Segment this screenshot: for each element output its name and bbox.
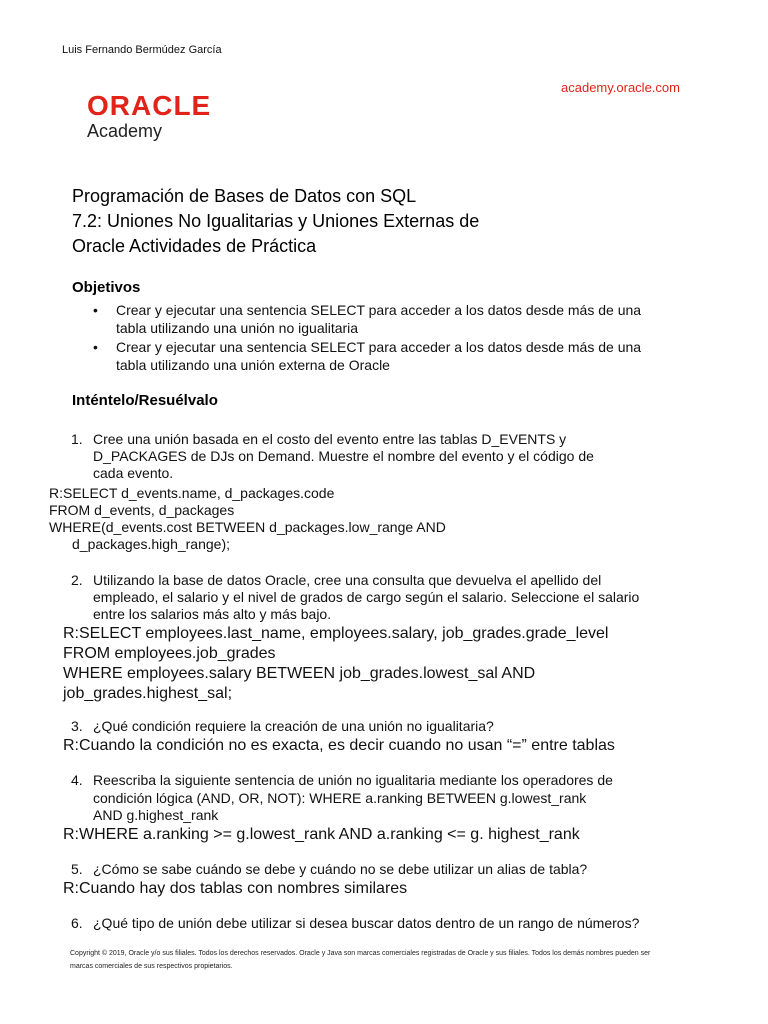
question-2-line-3: entre los salarios más alto y más bajo.: [93, 606, 332, 622]
objective-1-line-1: Crear y ejecutar una sentencia SELECT para acceder a los datos desde más de una: [116, 302, 642, 318]
site-url[interactable]: academy.oracle.com: [561, 80, 680, 95]
question-2-number: 2.: [71, 572, 83, 588]
question-2-line-1: Utilizando la base de datos Oracle, cree una consulta que devuelva el apellido del: [93, 572, 602, 588]
doc-title-line-3: Oracle Actividades de Práctica: [72, 236, 317, 256]
logo-oracle-text: ORACLE: [87, 90, 212, 121]
question-1-number: 1.: [71, 431, 83, 447]
question-1-line-2: D_PACKAGES de DJs on Demand. Muestre el nombre del evento y el código de: [93, 448, 594, 464]
question-1-line-3: cada evento.: [93, 465, 174, 481]
question-3-number: 3.: [71, 718, 83, 734]
footer-line-1: Copyright © 2019, Oracle y/o sus filiales. Todos los derechos reservados. Oracle y Java son marcas comerciales registradas de Oracle y sus filiales. Todos los demás nombres pueden ser: [70, 950, 651, 957]
question-1-line-1: Cree una unión basada en el costo del evento entre las tablas D_EVENTS y: [93, 431, 567, 447]
footer-line-2: marcas comerciales de sus respectivos propietarios.: [70, 963, 233, 970]
bullet-icon: •: [93, 339, 98, 355]
author-name: Luis Fernando Bermúdez García: [62, 44, 222, 56]
question-3-line-1: ¿Qué condición requiere la creación de una unión no igualitaria?: [93, 718, 494, 734]
question-4-line-1: Reescriba la siguiente sentencia de unión no igualitaria mediante los operadores de: [93, 772, 613, 788]
answer-2-line-4: job_grades.highest_sal;: [63, 685, 233, 702]
try-it-heading: Inténtelo/Resuélvalo: [72, 392, 218, 409]
question-4-line-2: condición lógica (AND, OR, NOT): WHERE a.ranking BETWEEN g.lowest_rank: [93, 790, 587, 806]
answer-4-line-1: R:WHERE a.ranking >= g.lowest_rank AND a.ranking <= g. highest_rank: [63, 826, 580, 843]
answer-1-line-2: FROM d_events, d_packages: [49, 502, 235, 518]
answer-1-line-1: R:SELECT d_events.name, d_packages.code: [49, 485, 335, 501]
answer-2-line-1: R:SELECT employees.last_name, employees.salary, job_grades.grade_level: [63, 625, 609, 642]
answer-3-line-1: R:Cuando la condición no es exacta, es decir cuando no usan “=” entre tablas: [63, 737, 615, 754]
answer-2-line-3: WHERE employees.salary BETWEEN job_grades.lowest_sal AND: [63, 665, 536, 682]
copyright-footer: [70, 947, 710, 973]
objectives-heading: Objetivos: [72, 279, 141, 296]
doc-title-line-1: Programación de Bases de Datos con SQL: [72, 186, 417, 206]
question-6-line-1: ¿Qué tipo de unión debe utilizar si desea buscar datos dentro de un rango de números?: [93, 915, 640, 931]
objective-2-line-2: tabla utilizando una unión externa de Oracle: [116, 357, 390, 373]
question-5-number: 5.: [71, 861, 83, 877]
answer-1-line-4: d_packages.high_range);: [72, 536, 231, 552]
objective-2-line-1: Crear y ejecutar una sentencia SELECT para acceder a los datos desde más de una: [116, 339, 642, 355]
answer-2-line-2: FROM employees.job_grades: [63, 645, 276, 662]
answer-5-line-1: R:Cuando hay dos tablas con nombres similares: [63, 880, 408, 897]
question-5-line-1: ¿Cómo se sabe cuándo se debe y cuándo no se debe utilizar un alias de tabla?: [93, 861, 588, 877]
question-2-line-2: empleado, el salario y el nivel de grados de cargo según el salario. Seleccione el salario: [93, 589, 640, 605]
oracle-academy-logo: [87, 92, 227, 142]
question-4-line-3: AND g.highest_rank: [93, 807, 219, 823]
logo-academy-text: Academy: [87, 121, 163, 141]
bullet-icon: •: [93, 302, 98, 318]
answer-1-line-3: WHERE(d_events.cost BETWEEN d_packages.low_range AND: [49, 519, 446, 535]
question-4-number: 4.: [71, 772, 83, 788]
question-6-number: 6.: [71, 915, 83, 931]
objective-1-line-2: tabla utilizando una unión no igualitaria: [116, 320, 359, 336]
doc-title-line-2: 7.2: Uniones No Igualitarias y Uniones Externas de: [72, 211, 480, 231]
